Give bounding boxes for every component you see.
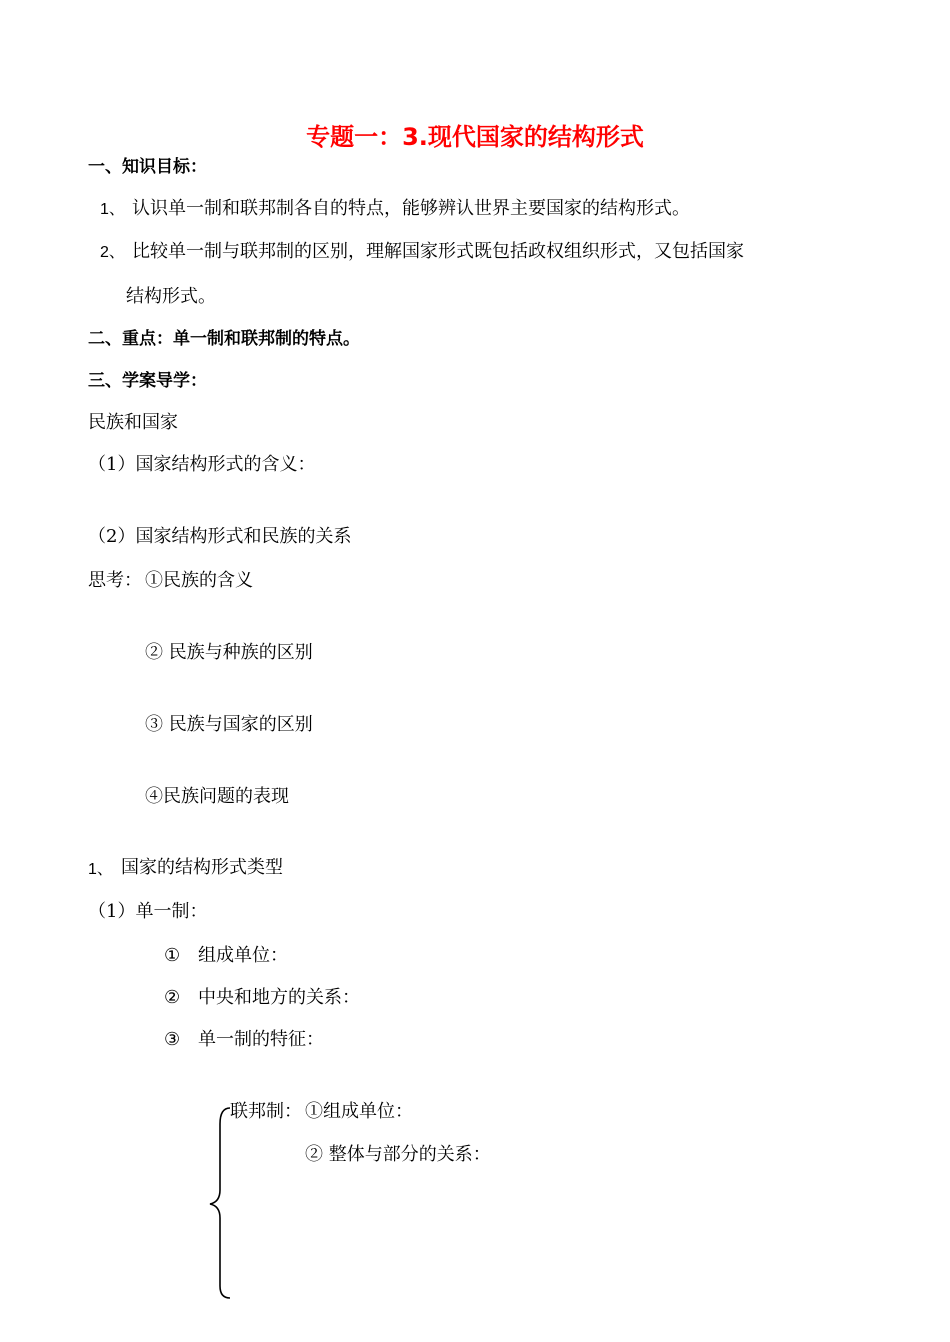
unitary-item-2: 中央和地方的关系： bbox=[198, 987, 360, 1008]
federal-label: 联邦制： bbox=[230, 1101, 302, 1122]
unitary-item-3: 单一制的特征： bbox=[198, 1029, 324, 1050]
study-guide-heading: 三、学案导学： bbox=[88, 371, 207, 391]
question-1: （1）国家结构形式的含义： bbox=[88, 454, 316, 475]
think-item-2: ② 民族与种族的区别 bbox=[145, 642, 313, 663]
unitary-item-2-mark: ② bbox=[164, 987, 181, 1008]
think-label: 思考： bbox=[88, 570, 142, 591]
think-item-3: ③ 民族与国家的区别 bbox=[145, 714, 313, 735]
unitary-item-3-mark: ③ bbox=[164, 1029, 181, 1050]
curly-brace bbox=[206, 1106, 236, 1300]
federal-item-1: ①组成单位： bbox=[305, 1101, 413, 1122]
federal-item-2: ② 整体与部分的关系： bbox=[305, 1144, 491, 1165]
goal-2-text: 比较单一制与联邦制的区别，理解国家形式既包括政权组织形式，又包括国家 bbox=[132, 241, 744, 262]
knowledge-goals-heading: 一、知识目标： bbox=[88, 157, 207, 177]
unitary-item-1: 组成单位： bbox=[198, 945, 288, 966]
question-2: （2）国家结构形式和民族的关系 bbox=[88, 526, 352, 547]
unitary-label: （1）单一制： bbox=[88, 901, 208, 922]
goal-2-continuation: 结构形式。 bbox=[126, 286, 216, 307]
goal-1-text: 认识单一制和联邦制各自的特点，能够辨认世界主要国家的结构形式。 bbox=[132, 198, 690, 219]
document-title: 专题一：3.现代国家的结构形式 bbox=[306, 123, 644, 151]
think-item-1: ①民族的含义 bbox=[145, 570, 253, 591]
key-point-heading: 二、重点：单一制和联邦制的特点。 bbox=[88, 329, 360, 349]
nation-and-state-label: 民族和国家 bbox=[88, 412, 178, 433]
types-heading-number: 1、 bbox=[88, 861, 113, 878]
think-item-4: ④民族问题的表现 bbox=[145, 786, 289, 807]
unitary-item-1-mark: ① bbox=[164, 945, 181, 966]
goal-2-number: 2、 bbox=[100, 244, 125, 261]
goal-1-number: 1、 bbox=[100, 201, 125, 218]
types-heading: 国家的结构形式类型 bbox=[121, 857, 283, 878]
